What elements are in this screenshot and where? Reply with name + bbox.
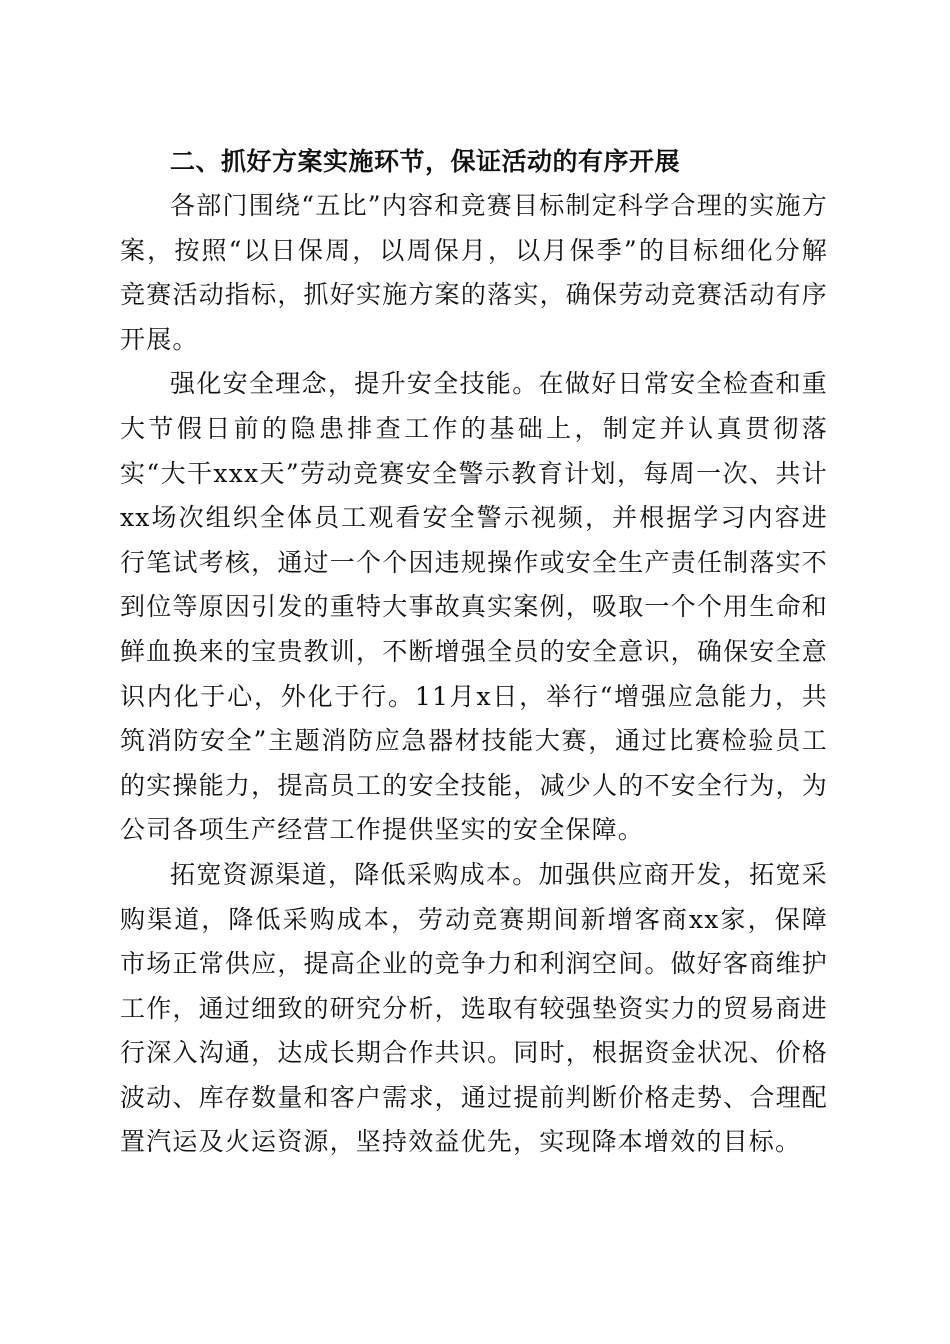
- document-page: [120, 140, 828, 1165]
- paragraph-safety: 强化安全理念，提升安全技能。在做好日常安全检查和重大节假日前的隐患排查工作的基础上，制定并认真贯彻落实“大干xxx天”劳动竞赛安全警示教育计划，每周一次、共计xx场次组织全体员工观看安全警示视频，并根据学习内容进行笔试考核，通过一个个因违规操作或安全生产责任制落实不到位等原因引发的重特大事故真实案例，吸取一个个用生命和鲜血换来的宝贵教训，不断增强全员的安全意识，确保安全意识内化于心，外化于行。11月x日，举行“增强应急能力，共筑消防安全”主题消防应急器材技能大赛，通过比赛检验员工的实操能力，提高员工的安全技能，减少人的不安全行为，为公司各项生产经营工作提供坚实的安全保障。: [120, 369, 828, 845]
- paragraph-implementation-plan: 各部门围绕“五比”内容和竞赛目标制定科学合理的实施方案，按照“以日保周，以周保月，以月保季”的目标细化分解竞赛活动指标，抓好实施方案的落实，确保劳动竞赛活动有序开展。: [120, 191, 828, 354]
- paragraph-procurement: 拓宽资源渠道，降低采购成本。加强供应商开发，拓宽采购渠道，降低采购成本，劳动竞赛期间新增客商xx家，保障市场正常供应，提高企业的竞争力和利润空间。做好客商维护工作，通过细致的研究分析，选取有较强垫资实力的贸易商进行深入沟通，达成长期合作共识。同时，根据资金状况、价格波动、库存数量和客户需求，通过提前判断价格走势、合理配置汽运及火运资源，坚持效益优先，实现降本增效的目标。: [120, 859, 828, 1157]
- section-heading: 二、抓好方案实施环节，保证活动的有序开展: [170, 147, 681, 176]
